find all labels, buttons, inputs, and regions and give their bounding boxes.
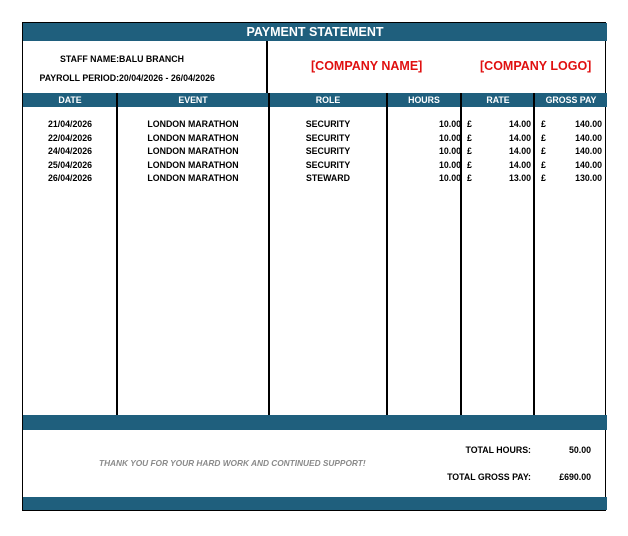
table-footer-band [23, 415, 607, 430]
cell-role: SECURITY [305, 132, 351, 143]
table-row [23, 146, 607, 160]
currency-symbol: £ [467, 119, 472, 129]
total-gross-value: £690.00 [559, 472, 591, 482]
payroll-period-value: 20/04/2026 - 26/04/2026 [119, 73, 215, 83]
cell-rate: 14.00 [508, 132, 531, 143]
payroll-period-label: PAYROLL PERIOD: [39, 73, 119, 83]
cell-date: 24/04/2026 [47, 146, 93, 156]
currency-symbol: £ [467, 173, 472, 183]
payment-statement [22, 22, 606, 511]
cell-role: STEWARD [306, 173, 350, 183]
column-header-row [23, 93, 607, 107]
total-gross-label: TOTAL GROSS PAY: [447, 472, 531, 482]
statement-header [23, 41, 607, 93]
currency-symbol: £ [467, 132, 472, 143]
pay-table-body [23, 119, 607, 187]
currency-symbol: £ [467, 146, 472, 156]
currency-symbol: £ [541, 119, 546, 129]
statement-footer [23, 430, 607, 497]
cell-rate: 14.00 [508, 146, 531, 156]
currency-symbol: £ [541, 159, 546, 170]
currency-symbol: £ [467, 159, 472, 170]
total-hours-label: TOTAL HOURS: [465, 445, 531, 455]
cell-role: SECURITY [305, 146, 351, 156]
table-row [23, 160, 607, 174]
total-hours-value: 50.00 [568, 445, 591, 455]
cell-hours: 10.00 [438, 159, 461, 170]
col-date-header: DATE [58, 95, 82, 105]
cell-event: LONDON MARATHON [147, 146, 239, 156]
cell-gross: 140.00 [575, 159, 602, 170]
cell-event: LONDON MARATHON [147, 132, 239, 143]
cell-gross: 140.00 [575, 119, 602, 129]
thank-you-message: THANK YOU FOR YOUR HARD WORK AND CONTINUED SUPPORT! [99, 458, 366, 468]
cell-event: LONDON MARATHON [147, 119, 239, 129]
table-row [23, 119, 607, 133]
staff-name-label: STAFF NAME: [60, 54, 119, 64]
cell-gross: 140.00 [575, 146, 602, 156]
col-event-header: EVENT [178, 95, 208, 105]
currency-symbol: £ [541, 146, 546, 156]
cell-event: LONDON MARATHON [147, 159, 239, 170]
staff-info [23, 41, 268, 93]
table-row [23, 173, 607, 187]
cell-role: SECURITY [305, 159, 351, 170]
table-row [23, 133, 607, 147]
cell-date: 21/04/2026 [47, 119, 93, 129]
cell-gross: 140.00 [575, 132, 602, 143]
company-name: [COMPANY NAME] [311, 59, 423, 73]
cell-rate: 14.00 [508, 119, 531, 129]
cell-hours: 10.00 [438, 119, 461, 129]
cell-event: LONDON MARATHON [147, 173, 239, 183]
cell-gross: 130.00 [575, 173, 602, 183]
statement-title: PAYMENT STATEMENT [23, 23, 607, 41]
cell-rate: 14.00 [508, 159, 531, 170]
cell-hours: 10.00 [438, 146, 461, 156]
cell-role: SECURITY [305, 119, 351, 129]
currency-symbol: £ [541, 132, 546, 143]
cell-rate: 13.00 [508, 173, 531, 183]
col-rate-header: RATE [486, 95, 510, 105]
col-hours-header: HOURS [408, 95, 440, 105]
cell-hours: 10.00 [438, 173, 461, 183]
company-logo: [COMPANY LOGO] [480, 59, 592, 73]
col-role-header: ROLE [315, 95, 341, 105]
cell-hours: 10.00 [438, 132, 461, 143]
cell-date: 26/04/2026 [47, 173, 93, 183]
currency-symbol: £ [541, 173, 546, 183]
cell-date: 25/04/2026 [47, 159, 93, 170]
cell-date: 22/04/2026 [47, 132, 93, 143]
bottom-band [23, 497, 607, 510]
col-gross-header: GROSS PAY [545, 95, 597, 105]
staff-name-value: BALU BRANCH [119, 54, 184, 64]
